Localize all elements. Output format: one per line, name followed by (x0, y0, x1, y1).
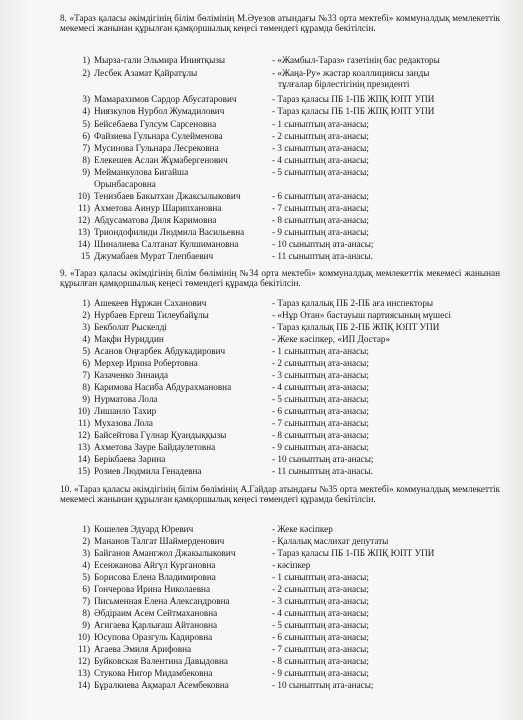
list-item (0, 406, 523, 417)
section-10-intro: 10. «Тараз қаласы әкімдігінің білім бөлімінің А.Гайдар атындағы №35 орта мектебі» коммуналдық мемлекеттік мекемесі жанынан құрылған қамқоршылық кеңесі төмендегі құрамда бекітілсін. (60, 484, 500, 504)
item-number: 2) (82, 536, 90, 546)
list-item (0, 310, 523, 321)
item-number: 14) (77, 239, 90, 249)
member-role: - кәсіпкер (272, 560, 311, 570)
item-number: 10) (77, 191, 90, 201)
item-number: 1) (82, 524, 90, 534)
item-number: 6) (82, 131, 90, 141)
item-number: 4) (82, 560, 90, 570)
member-name: Нурбаев Ергеш Тилеубайұлы (94, 310, 209, 320)
member-name: Орынбасаровна (94, 179, 156, 189)
member-name: Ашекеев Нұржан Саханович (94, 298, 207, 308)
member-role: - 1 сыныптың ата-анасы; (272, 572, 369, 582)
item-number: 6) (82, 584, 90, 594)
list-item (0, 668, 523, 679)
item-number: 7) (82, 370, 90, 380)
member-role: - 5 сыныптың ата-анасы; (272, 620, 369, 630)
member-role: - 4 сыныптың ата-анасы; (272, 155, 369, 165)
section-8-intro: 8. «Тараз қаласы әкімдігінің білім бөлімінің М.Әуезов атындағы №33 орта мектебі» коммуналдық мемлекеттік мекемесі жанынан құрылған қамқоршылық кеңесі төмендегі құрамда бекітілсін. (60, 13, 500, 33)
member-role: тұлғалар бірлестігінің президенті (278, 79, 410, 89)
list-item (0, 94, 523, 105)
list-item (0, 358, 523, 369)
list-item (0, 322, 523, 333)
member-role: - 1 сыныптың ата-анасы; (272, 346, 369, 356)
member-name: Письменная Елена Александровна (94, 596, 230, 606)
list-item (0, 143, 523, 154)
list-item (0, 596, 523, 607)
list-item (0, 524, 523, 535)
member-name: Мақфи Нуриддин (94, 334, 164, 344)
member-role: - Тараз қалалық ПБ 2-ПБ аға инспекторы (272, 298, 434, 308)
list-item (0, 239, 523, 250)
member-name: Триондофилиди Людмила Васильевна (94, 227, 245, 237)
member-name: Шиналиева Салтанат Кулшимановна (94, 239, 239, 249)
list-item (0, 79, 523, 90)
member-role: - Тараз қаласы ПБ 1-ПБ ЖПҚ ЮПТ УПИ (272, 106, 435, 116)
item-number: 11) (78, 644, 90, 654)
list-item (0, 215, 523, 226)
member-name: Юсупова Оразгуль Кадировна (94, 632, 213, 642)
list-item (0, 656, 523, 667)
member-role: - 11 сыныптың ата-анасы. (272, 466, 373, 476)
member-role: - Жеке кәсіпкер (272, 524, 333, 534)
member-role: - 9 сыныптың ата-анасы; (272, 668, 369, 678)
member-name: Мырза-гали Эльмира Иниятқызы (94, 55, 226, 65)
member-role: - 6 сыныптың ата-анасы; (272, 406, 369, 416)
item-number: 4) (82, 334, 90, 344)
member-role: - 4 сыныптың ата-анасы; (272, 382, 369, 392)
list-item (0, 68, 523, 79)
list-item (0, 442, 523, 453)
member-name: Елекешев Аслан Жұмабергенович (94, 155, 228, 165)
list-item (0, 394, 523, 405)
member-role: - «Жамбыл-Тараз» газетінің бас редакторы (272, 55, 440, 65)
member-name: Мерхер Ирина Робертовна (94, 358, 198, 368)
item-number: 12) (77, 656, 90, 666)
member-name: Ахметова Зауре Байдаулетовна (94, 442, 216, 452)
list-item (0, 119, 523, 130)
member-name: Буйковская Валентина Давыдовна (94, 656, 228, 666)
member-role: - 8 сыныптың ата-анасы; (272, 215, 369, 225)
member-name: Тенизбаев Бакытхан Джаксылыкович (94, 191, 241, 201)
item-number: 5) (82, 346, 90, 356)
member-role: - 3 сыныптың ата-анасы; (272, 596, 369, 606)
member-name: Мухазова Лола (94, 418, 153, 428)
item-number: 3) (82, 322, 90, 332)
member-name: Мананов Талгат Шаймерденович (94, 536, 225, 546)
list-item (0, 298, 523, 309)
item-number: 2) (82, 310, 90, 320)
member-name: Ахметова Аинур Шарипхановна (94, 203, 222, 213)
member-name: Мусинова Гульнара Лесрековна (94, 143, 219, 153)
member-name: Борисова Елена Владимировна (94, 572, 216, 582)
list-item (0, 620, 523, 631)
item-number: 7) (82, 596, 90, 606)
member-role: - Тараз қалалық ПБ 2-ПБ ЖПҚ ЮПТ УПИ (272, 322, 440, 332)
member-name: Есенжанова Айгүл Кургановна (94, 560, 216, 570)
item-number: 6) (82, 358, 90, 368)
member-role: - Тараз қаласы ПБ 1-ПБ ЖПҚ ЮПТ УПИ (272, 548, 435, 558)
member-role: - 9 сыныптың ата-анасы; (272, 442, 369, 452)
list-item (0, 167, 523, 178)
item-number: 8) (82, 155, 90, 165)
list-item (0, 560, 523, 571)
member-role: - «Жаңа-Ру» жастар коаллициясы занды (272, 68, 430, 78)
list-item (0, 536, 523, 547)
list-item (0, 155, 523, 166)
item-number: 1) (82, 55, 90, 65)
list-item (0, 430, 523, 441)
item-number: 10) (77, 632, 90, 642)
member-name: Агигаева Қарлығаш Айтановна (94, 620, 218, 630)
member-role: - «Нұр Отан» бастауыш партиясының мүшесі (272, 310, 452, 320)
item-number: 15 (80, 251, 90, 261)
list-item (0, 548, 523, 559)
member-role: - 7 сыныптың ата-анасы; (272, 418, 369, 428)
list-item (0, 418, 523, 429)
member-name: Асанов Оңғарбек Абдукадирович (94, 346, 226, 356)
member-name: Нурматова Лола (94, 394, 158, 404)
member-name: Берікбаева Зарина (94, 454, 166, 464)
list-item (0, 584, 523, 595)
member-name: Агаева Эмиля Арифовна (94, 644, 192, 654)
member-role: - 2 сыныптың ата-анасы; (272, 131, 369, 141)
member-role: - 1 сыныптың ата-анасы; (272, 119, 369, 129)
item-number: 10) (77, 406, 90, 416)
list-item (0, 370, 523, 381)
member-role: - 2 сыныптың ата-анасы; (272, 584, 369, 594)
list-item (0, 55, 523, 66)
member-name: Розиев Людмила Генадевна (94, 466, 202, 476)
list-item (0, 131, 523, 142)
item-number: 15) (77, 466, 90, 476)
item-number: 7) (82, 143, 90, 153)
member-role: - 8 сыныптың ата-анасы; (272, 656, 369, 666)
member-name: Абдусаматова Диля Каримовна (94, 215, 217, 225)
member-role: - 5 сыныптың ата-анасы; (272, 394, 369, 404)
section-9-intro: 9. «Тараз қаласы әкімдігінің білім бөлімінің №34 орта мектебі» коммуналдық мемлекеттік мекемесі жанынан құрылған қамқоршылық кеңесі төмендегі құрамда бекітілсін. (60, 268, 500, 288)
list-item (0, 608, 523, 619)
member-role: - 11 сыныптың ата-анасы. (272, 251, 373, 261)
item-number: 3) (82, 94, 90, 104)
member-role: - 10 сыныптың ата-анасы; (272, 680, 374, 690)
list-item (0, 179, 523, 190)
member-role: - 7 сыныптың ата-анасы; (272, 644, 369, 654)
item-number: 14) (77, 680, 90, 690)
member-name: Бейсебаева Гулсум Сарсеновна (94, 119, 217, 129)
member-name: Стукова Нигор Мидамбековна (94, 668, 213, 678)
item-number: 4) (82, 106, 90, 116)
member-role: - Жеке кәсіпкер, «ИП Достар» (272, 334, 391, 344)
member-role: - 3 сыныптың ата-анасы; (272, 370, 369, 380)
item-number: 13) (77, 668, 90, 678)
member-name: Байганов Амангжол Джакылыкович (94, 548, 236, 558)
list-item (0, 644, 523, 655)
list-item (0, 382, 523, 393)
member-role: - 10 сыныптың ата-анасы; (272, 239, 374, 249)
item-number: 2) (82, 68, 90, 78)
member-name: Казаченко Зинаида (94, 370, 169, 380)
member-name: Кошелев Эдуард Юревич (94, 524, 194, 534)
item-number: 13) (77, 442, 90, 452)
item-number: 9) (82, 167, 90, 177)
list-item (0, 334, 523, 345)
item-number: 5) (82, 572, 90, 582)
item-number: 14) (77, 454, 90, 464)
item-number: 9) (82, 394, 90, 404)
list-item (0, 466, 523, 477)
list-item (0, 632, 523, 643)
item-number: 3) (82, 548, 90, 558)
list-item (0, 454, 523, 465)
member-name: Каримова Насиба Абдурахмановна (94, 382, 232, 392)
member-role: - 9 сыныптың ата-анасы; (272, 227, 369, 237)
member-name: Әбдіраим Асем Сейтмахановна (94, 608, 218, 618)
member-name: Джумабаев Мурат Тлепбаевич (94, 251, 214, 261)
member-name: Мамарахимов Сардор Абусатарович (94, 94, 237, 104)
member-role: - 10 сыныптың ата-анасы; (272, 454, 374, 464)
item-number: 8) (82, 382, 90, 392)
member-role: - 8 сыныптың ата-анасы; (272, 430, 369, 440)
member-role: - 3 сыныптың ата-анасы; (272, 143, 369, 153)
member-name: Лесбек Азамат Қайратұлы (94, 68, 198, 78)
list-item (0, 572, 523, 583)
list-item (0, 106, 523, 117)
member-name: Бекболат Рыскелді (94, 322, 167, 332)
member-role: - Тараз қаласы ПБ 1-ПБ ЖПҚ ЮПТ УПИ (272, 94, 435, 104)
member-name: Бұралкиева Ақмарал Асембековна (94, 680, 229, 690)
member-name: Ниязкулов Нурбол Жумадилович (94, 106, 225, 116)
item-number: 9) (82, 620, 90, 630)
list-item (0, 680, 523, 691)
member-name: Гончерова Ирина Николаевна (94, 584, 211, 594)
member-role: - 6 сыныптың ата-анасы; (272, 191, 369, 201)
member-name: Лишанло Тахир (94, 406, 157, 416)
list-item (0, 227, 523, 238)
item-number: 11) (78, 203, 90, 213)
item-number: 12) (77, 430, 90, 440)
member-role: - 6 сыныптың ата-анасы; (272, 632, 369, 642)
member-role: - 2 сыныптың ата-анасы; (272, 358, 369, 368)
list-item (0, 346, 523, 357)
item-number: 13) (77, 227, 90, 237)
list-item (0, 191, 523, 202)
member-role: - 4 сыныптың ата-анасы; (272, 608, 369, 618)
item-number: 5) (82, 119, 90, 129)
member-role: - 7 сыныптың ата-анасы; (272, 203, 369, 213)
member-role: - 5 сыныптың ата-анасы; (272, 167, 369, 177)
item-number: 1) (82, 298, 90, 308)
list-item (0, 203, 523, 214)
item-number: 8) (82, 608, 90, 618)
member-name: Файзиева Гульнара Сулейменова (94, 131, 223, 141)
member-name: Байсейтова Гүлнар Қуандыққызы (94, 430, 227, 440)
item-number: 12) (77, 215, 90, 225)
member-role: - Қалалық маслихат депутаты (272, 536, 389, 546)
member-name: Мейманкулова Бигайша (94, 167, 189, 177)
item-number: 11) (78, 418, 90, 428)
list-item (0, 251, 523, 262)
